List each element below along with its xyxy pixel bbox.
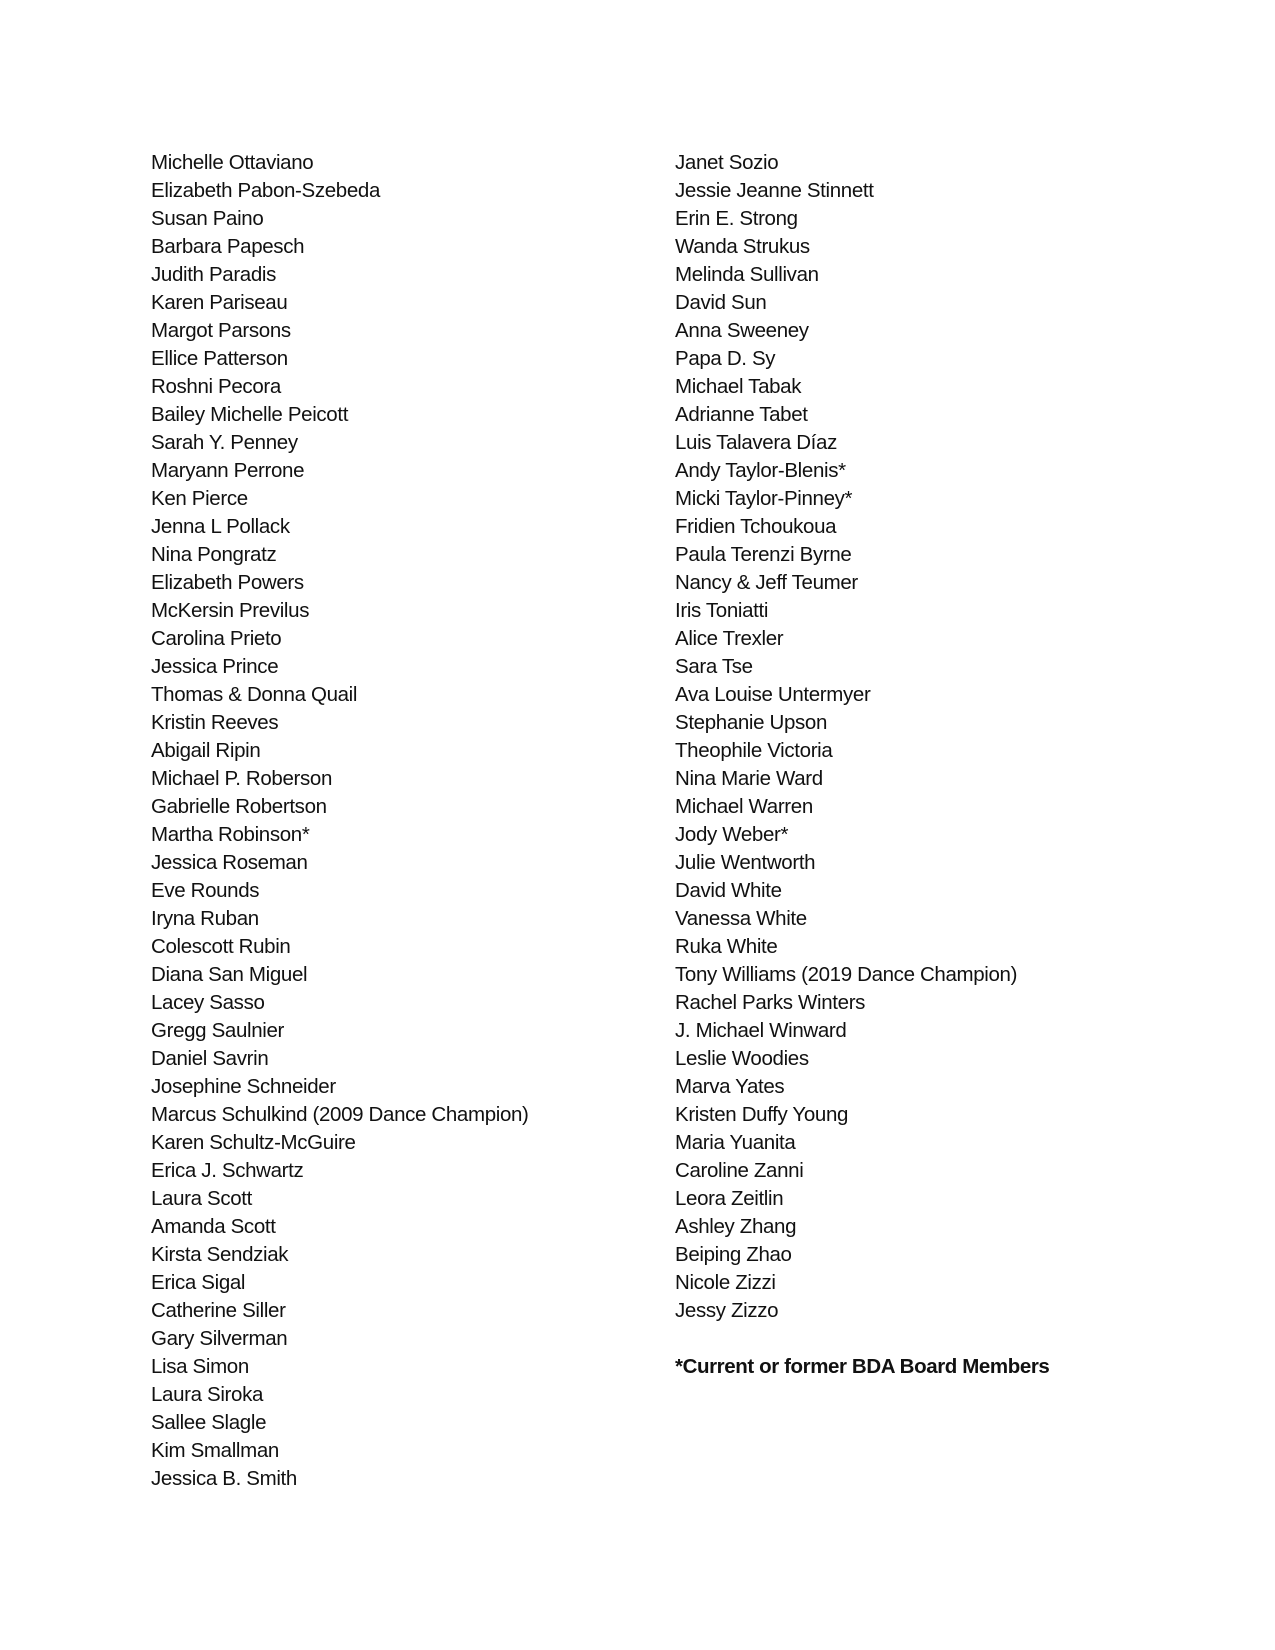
name-list-item: Laura Scott bbox=[151, 1187, 252, 1210]
name-list-item: Elizabeth Powers bbox=[151, 571, 304, 594]
name-list-item: Nina Pongratz bbox=[151, 543, 277, 566]
name-list-item: Kristen Duffy Young bbox=[675, 1103, 849, 1126]
name-list-item: Michael Tabak bbox=[675, 375, 802, 398]
name-list-item: Sallee Slagle bbox=[151, 1411, 267, 1434]
name-list-item: Nina Marie Ward bbox=[675, 767, 823, 790]
name-list-item: Barbara Papesch bbox=[151, 235, 305, 258]
name-list-item: Gregg Saulnier bbox=[151, 1019, 284, 1042]
name-list-item: Kristin Reeves bbox=[151, 711, 279, 734]
name-list-item: Wanda Strukus bbox=[675, 235, 810, 258]
name-list-item: Michelle Ottaviano bbox=[151, 151, 314, 174]
name-list-item: J. Michael Winward bbox=[675, 1019, 847, 1042]
name-list-item: Erica J. Schwartz bbox=[151, 1159, 304, 1182]
name-list-item: Anna Sweeney bbox=[675, 319, 809, 342]
name-list-item: Carolina Prieto bbox=[151, 627, 282, 650]
name-list-item: Gary Silverman bbox=[151, 1327, 288, 1350]
name-list-item: Nicole Zizzi bbox=[675, 1271, 776, 1294]
name-list-item: Iris Toniatti bbox=[675, 599, 769, 622]
name-list-item: Bailey Michelle Peicott bbox=[151, 403, 349, 426]
name-list-item: Fridien Tchoukoua bbox=[675, 515, 837, 538]
name-list-item: Roshni Pecora bbox=[151, 375, 281, 398]
name-list-item: Paula Terenzi Byrne bbox=[675, 543, 852, 566]
names-column-right bbox=[675, 149, 1195, 1381]
name-list-item: Susan Paino bbox=[151, 207, 264, 230]
name-list-item: Andy Taylor-Blenis* bbox=[675, 459, 846, 482]
name-list-item: Colescott Rubin bbox=[151, 935, 291, 958]
name-list-item: Stephanie Upson bbox=[675, 711, 828, 734]
name-list-item: Laura Siroka bbox=[151, 1383, 264, 1406]
name-list-item: Papa D. Sy bbox=[675, 347, 776, 370]
name-list-item: Amanda Scott bbox=[151, 1215, 276, 1238]
board-members-footnote: *Current or former BDA Board Members bbox=[675, 1355, 1050, 1378]
name-list-item: Jessy Zizzo bbox=[675, 1299, 779, 1322]
name-list-item: Jessica B. Smith bbox=[151, 1467, 297, 1490]
name-list-item: Martha Robinson* bbox=[151, 823, 310, 846]
name-list-item: Daniel Savrin bbox=[151, 1047, 269, 1070]
name-list-item: Luis Talavera Díaz bbox=[675, 431, 837, 454]
name-list-item: Adrianne Tabet bbox=[675, 403, 808, 426]
name-list-item: Marcus Schulkind (2009 Dance Champion) bbox=[151, 1103, 529, 1126]
name-list-item: Sarah Y. Penney bbox=[151, 431, 298, 454]
name-list-item: Kim Smallman bbox=[151, 1439, 279, 1462]
names-column-left bbox=[151, 149, 621, 1493]
name-list-item: Maria Yuanita bbox=[675, 1131, 796, 1154]
name-list-item: Michael Warren bbox=[675, 795, 813, 818]
name-list-item: Leslie Woodies bbox=[675, 1047, 809, 1070]
name-list-item: Vanessa White bbox=[675, 907, 807, 930]
name-list-item: Elizabeth Pabon-Szebeda bbox=[151, 179, 381, 202]
name-list-item: Ashley Zhang bbox=[675, 1215, 797, 1238]
blank-line bbox=[675, 1325, 1195, 1353]
name-list-item: Lisa Simon bbox=[151, 1355, 249, 1378]
name-list-item: Theophile Victoria bbox=[675, 739, 833, 762]
name-list-item: Josephine Schneider bbox=[151, 1075, 336, 1098]
name-list-item: Jenna L Pollack bbox=[151, 515, 290, 538]
name-list-item: Ava Louise Untermyer bbox=[675, 683, 871, 706]
name-list-item: Janet Sozio bbox=[675, 151, 779, 174]
name-list-item: Lacey Sasso bbox=[151, 991, 265, 1014]
name-list-item: Thomas & Donna Quail bbox=[151, 683, 358, 706]
name-list-item: Sara Tse bbox=[675, 655, 753, 678]
name-list-item: Caroline Zanni bbox=[675, 1159, 804, 1182]
name-list-item: Eve Rounds bbox=[151, 879, 260, 902]
name-list-item: Maryann Perrone bbox=[151, 459, 305, 482]
name-list-item: Tony Williams (2019 Dance Champion) bbox=[675, 963, 1018, 986]
name-list-item: Ken Pierce bbox=[151, 487, 248, 510]
name-list-item: Micki Taylor-Pinney* bbox=[675, 487, 853, 510]
name-list-item: Nancy & Jeff Teumer bbox=[675, 571, 858, 594]
name-list-item: Marva Yates bbox=[675, 1075, 785, 1098]
name-list-item: Karen Schultz-McGuire bbox=[151, 1131, 356, 1154]
name-list-item: Melinda Sullivan bbox=[675, 263, 819, 286]
name-list-item: Beiping Zhao bbox=[675, 1243, 792, 1266]
name-list-item: Erica Sigal bbox=[151, 1271, 246, 1294]
name-list-item: Judith Paradis bbox=[151, 263, 277, 286]
name-list-item: Karen Pariseau bbox=[151, 291, 288, 314]
name-list-item: Ellice Patterson bbox=[151, 347, 288, 370]
name-list-item: Erin E. Strong bbox=[675, 207, 798, 230]
name-list-item: Diana San Miguel bbox=[151, 963, 308, 986]
name-list-item: Rachel Parks Winters bbox=[675, 991, 866, 1014]
name-list-item: Ruka White bbox=[675, 935, 778, 958]
name-list-item: David White bbox=[675, 879, 782, 902]
name-list-item: Kirsta Sendziak bbox=[151, 1243, 289, 1266]
name-list-item: Julie Wentworth bbox=[675, 851, 816, 874]
name-list-item: Jody Weber* bbox=[675, 823, 789, 846]
name-list-item: David Sun bbox=[675, 291, 767, 314]
name-list-item: Iryna Ruban bbox=[151, 907, 259, 930]
name-list-item: Margot Parsons bbox=[151, 319, 291, 342]
name-list-item: Catherine Siller bbox=[151, 1299, 286, 1322]
name-list-item: Jessica Prince bbox=[151, 655, 279, 678]
name-list-item: Alice Trexler bbox=[675, 627, 784, 650]
name-list-item: McKersin Previlus bbox=[151, 599, 310, 622]
name-list-item: Jessie Jeanne Stinnett bbox=[675, 179, 874, 202]
name-list-item: Jessica Roseman bbox=[151, 851, 308, 874]
name-list-item: Leora Zeitlin bbox=[675, 1187, 784, 1210]
name-list-item: Gabrielle Robertson bbox=[151, 795, 327, 818]
name-list-item: Michael P. Roberson bbox=[151, 767, 332, 790]
name-list-item: Abigail Ripin bbox=[151, 739, 261, 762]
